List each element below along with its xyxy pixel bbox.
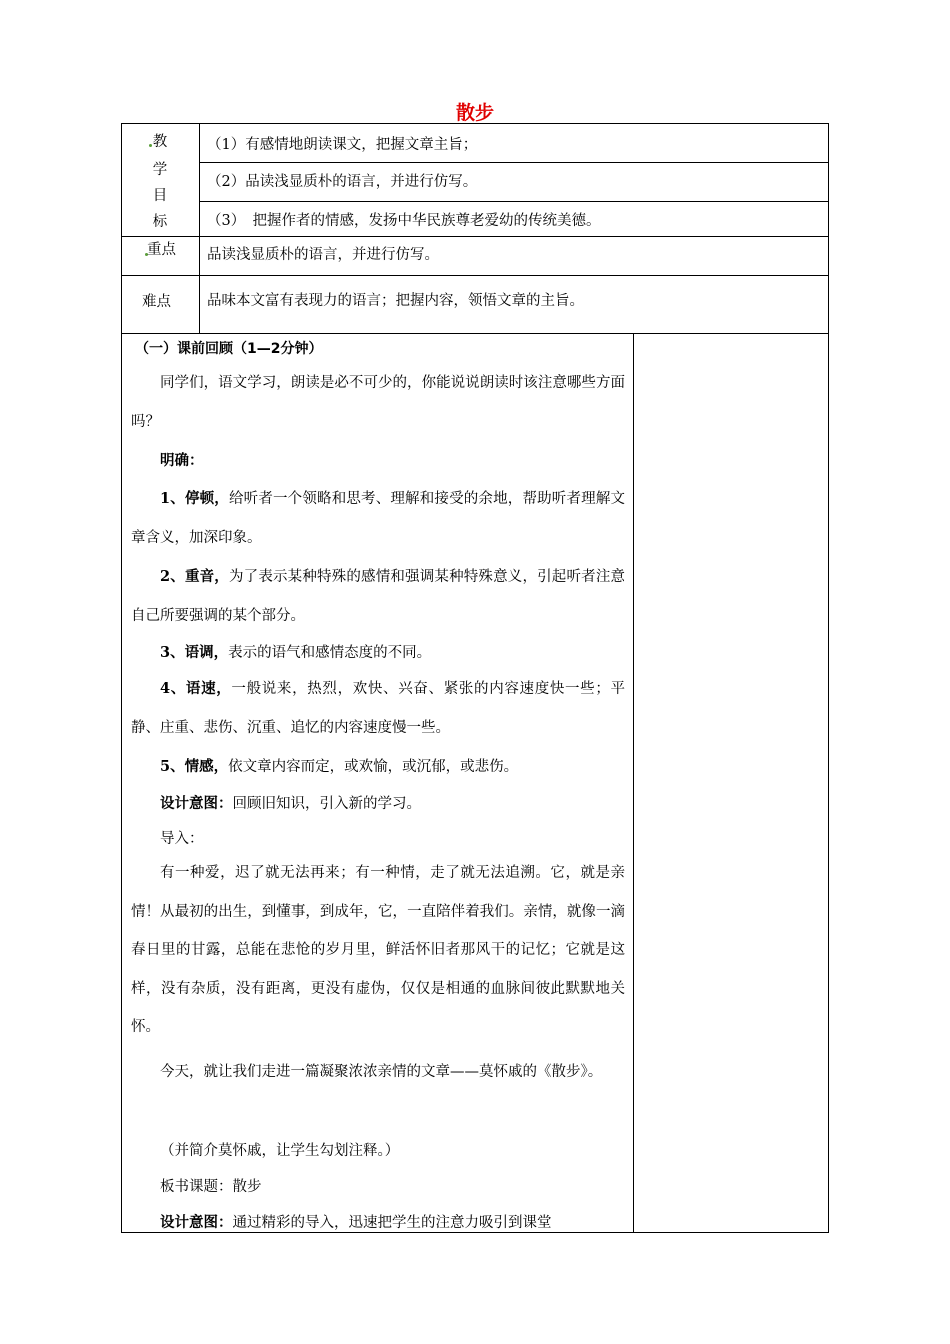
design-intent-text: 通过精彩的导入，迅速把学生的注意力吸引到课堂: [232, 1215, 552, 1231]
point-text: 表示的语气和感情态度的不同。: [228, 645, 432, 661]
key-point-text: 品读浅显质朴的语言，并进行仿写。: [207, 247, 439, 263]
point-paragraph: [131, 634, 625, 673]
row-divider: [121, 333, 829, 334]
objective-item: （1）有感情地朗读课文，把握文章主旨；: [207, 137, 478, 153]
point-paragraph: [131, 670, 625, 747]
design-intent-label: 设计意图：: [160, 1214, 233, 1231]
note-paragraph: （并简介莫怀戚，让学生勾划注释。）: [160, 1143, 400, 1159]
row-divider: [121, 275, 829, 276]
objectives-label-char: 学: [152, 162, 168, 178]
design-intent-paragraph: [131, 785, 625, 824]
difficulty-text: 品味本文富有表现力的语言；把握内容，领悟文章的主旨。: [207, 293, 584, 309]
today-paragraph: 今天，就让我们走进一篇凝聚浓浓亲情的文章——莫怀戚的《散步》。: [160, 1064, 603, 1080]
column-divider: [199, 123, 200, 333]
point-text: 依文章内容而定，或欢愉，或沉郁，或悲伤。: [228, 759, 519, 775]
intro-paragraph: 同学们，语文学习，朗读是必不可少的，你能说说朗读时该注意哪些方面吗？: [131, 375, 625, 430]
key-point-label: 重点: [147, 242, 176, 258]
row-divider: [121, 236, 829, 237]
section-heading: （一）课前回顾（1—2分钟）: [135, 341, 323, 357]
clarify-label: 明确：: [160, 452, 204, 469]
column-divider: [633, 333, 634, 1233]
lead-in-paragraph: 有一种爱，迟了就无法再来；有一种情，走了就无法追溯。它，就是亲情！从最初的出生，到懂事，到成年，它，一直陪伴着我们。亲情，就像一滴春日里的甘露，总能在悲怆的岁月里，鲜活怀旧者那风干的记忆；它就是这样，没有杂质，没有距离，更没有虚伪，仅仅是相通的血脉间彼此默默地关怀。: [131, 865, 625, 1035]
row-divider: [199, 201, 829, 202]
objectives-label-char: 标: [152, 214, 168, 230]
objective-item: （2）品读浅显质朴的语言，并进行仿写。: [207, 174, 478, 190]
row-divider: [199, 162, 829, 163]
board-title-paragraph: 板书课题：散步: [160, 1179, 262, 1195]
point-label: 3、语调，: [160, 644, 229, 661]
design-intent-label: 设计意图：: [160, 795, 233, 812]
point-label: 1、停顿，: [160, 490, 229, 507]
point-text: 一般说来，热烈，欢快、兴奋、紧张的内容速度快一些；平静、庄重、悲伤、沉重、追忆的内容速度慢一些。: [131, 681, 626, 736]
design-intent-text: 回顾旧知识，引入新的学习。: [232, 796, 421, 812]
page-title: 散步: [455, 102, 494, 124]
point-text: 为了表示某种特殊的感情和强调某种特殊意义，引起听者注意自己所要强调的某个部分。: [131, 569, 626, 624]
point-label: 4、语速，: [160, 680, 232, 697]
point-label: 2、重音，: [160, 568, 229, 585]
point-label: 5、情感，: [160, 758, 229, 775]
objectives-label-char: 目: [152, 188, 168, 204]
point-paragraph: [131, 480, 625, 557]
lead-in-label: 导入：: [160, 831, 204, 847]
point-paragraph: [131, 558, 625, 635]
objectives-label-char: 教: [152, 134, 168, 150]
difficulty-label: 难点: [142, 294, 171, 310]
objective-item: （3） 把握作者的情感，发扬中华民族尊老爱幼的传统美德。: [207, 213, 601, 229]
point-paragraph: [131, 748, 625, 787]
design-intent-paragraph: [131, 1204, 625, 1243]
point-text: 给听者一个领略和思考、理解和接受的余地，帮助听者理解文章含义，加深印象。: [131, 491, 626, 546]
